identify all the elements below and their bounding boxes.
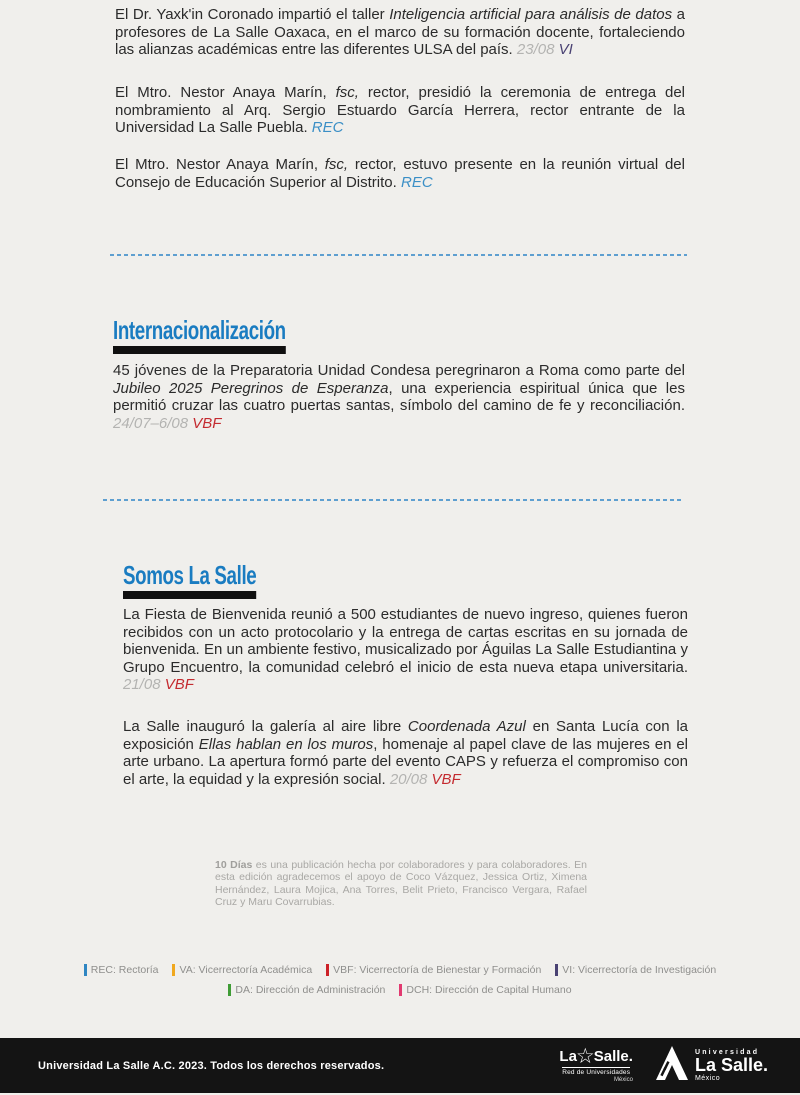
logo-text: La Salle. (694, 1055, 768, 1075)
logo-text: La (559, 1047, 577, 1065)
publication-credits (215, 859, 587, 909)
legend-item-da (228, 984, 385, 996)
legend-color-bar (84, 964, 87, 976)
news-text: La Salle inauguró la galería al aire libre (123, 718, 408, 735)
news-title-italic: fsc, (335, 84, 359, 101)
legend-color-bar (228, 984, 231, 996)
news-tag-rec: REC (311, 119, 344, 137)
section-divider (110, 254, 687, 256)
news-title-italic: Jubileo 2025 Peregrinos de Esperanza (113, 379, 389, 397)
news-text: El Mtro. Nestor Anaya Marín, (115, 84, 336, 101)
logo-text: México (694, 1075, 721, 1082)
news-item-fiesta-bienvenida (123, 606, 688, 694)
lasalle-monogram-icon (655, 1045, 689, 1086)
universidad-lasalle-wordmark (695, 1049, 768, 1082)
section-underline-bar (113, 346, 286, 354)
legend-item-vi (555, 964, 716, 976)
lasalle-network-wordmark (559, 1044, 633, 1068)
legend-label: VA: Vicerrectoría Académica (179, 964, 313, 976)
news-text: rector, presidió la ceremonia de entrega del nombramiento al Arq. Sergio Estuardo García Herrera, rector entrante de la Universidad La Salle Puebla. (115, 84, 685, 137)
news-item-nombramiento-puebla (115, 84, 685, 137)
section-divider (103, 499, 683, 501)
star-icon: ☆ (575, 1044, 595, 1068)
news-text: , una experiencia espiritual única que les permitió cruzar las cuatro puertas santas, símbolo del camino de fe y reconciliación. (113, 379, 685, 415)
legend-color-bar (172, 964, 175, 976)
news-tag-vbf: VBF (431, 770, 461, 788)
news-item-taller-ia (115, 6, 685, 59)
legend-color-bar (399, 984, 402, 996)
news-text: La Fiesta de Bienvenida reunió a 500 estudiantes de nuevo ingreso, quienes fueron recibidos con un acto protocolario y la entrega de cartas escritas en su jornada de bienvenida. En un ambiente festivo, musicalizado por Águilas La Salle Estudiantina y Grupo Encuentro, la comunidad celebró el inicio de esta nueva etapa universitaria. (123, 606, 688, 676)
news-item-consejo-distrito (115, 156, 685, 191)
logo-text: Salle. (593, 1047, 633, 1065)
legend-row (0, 964, 800, 976)
lasalle-network-logo (559, 1044, 633, 1083)
tag-legend (0, 964, 800, 1004)
legend-item-va (172, 964, 312, 976)
logo-subtext: México (613, 1076, 633, 1083)
legend-row (0, 984, 800, 996)
legend-item-rec (84, 964, 159, 976)
legend-item-dch (399, 984, 571, 996)
publication-name: 10 Días (215, 858, 253, 871)
news-date: 23/08 (516, 41, 555, 59)
legend-label: VBF: Vicerrectoría de Bienestar y Formación (333, 964, 542, 976)
news-tag-vbf: VBF (192, 414, 222, 432)
news-title-italic: Coordenada Azul (407, 718, 526, 735)
logo-subtext: Red de Universidades (562, 1068, 631, 1076)
section-heading-internacionalizacion (113, 317, 286, 354)
copyright-text: Universidad La Salle A.C. 2023. Todos los derechos reservados. (38, 1059, 385, 1072)
footer (0, 1038, 800, 1093)
news-title-italic: fsc, (324, 156, 349, 173)
news-text: El Dr. Yaxk'in Coronado impartió el taller (115, 6, 390, 23)
section-heading-somos-la-salle (123, 562, 256, 599)
news-tag-vi: VI (558, 41, 573, 59)
news-text: , homenaje al papel clave de las mujeres en el arte urbano. La apertura formó parte del evento CAPS y refuerza el compromiso con el arte, la equidad y la expresión social. (123, 735, 688, 788)
legend-label: REC: Rectoría (90, 964, 159, 976)
news-date: 24/07–6/08 (113, 414, 189, 432)
legend-color-bar (326, 964, 329, 976)
news-text: en Santa Lucía con la exposición (123, 718, 688, 753)
legend-item-vbf (326, 964, 541, 976)
section-title: Somos La Salle (123, 560, 257, 590)
news-title-italic: Inteligencia artificial para análisis de datos (389, 6, 673, 23)
news-tag-vbf: VBF (164, 676, 194, 694)
news-date: 20/08 (389, 770, 428, 788)
footer-logos (559, 1045, 768, 1086)
news-text: El Mtro. Nestor Anaya Marín, (115, 156, 325, 173)
news-title-italic: Ellas hablan en los muros (198, 735, 374, 753)
news-item-jubileo-roma (113, 362, 685, 432)
legend-label: DA: Dirección de Administración (235, 984, 386, 996)
logo-text: Universidad (694, 1049, 760, 1056)
news-text: 45 jóvenes de la Preparatoria Unidad Condesa peregrinaron a Roma como parte del (113, 362, 685, 379)
legend-label: DCH: Dirección de Capital Humano (406, 984, 572, 996)
legend-color-bar (555, 964, 558, 976)
section-title: Internacionalización (113, 315, 286, 345)
news-text: rector, estuvo presente en la reunión virtual del Consejo de Educación Superior al Distrito. (115, 156, 685, 191)
news-date: 21/08 (123, 676, 161, 694)
news-tag-rec: REC (401, 173, 433, 191)
credits-text: es una publicación hecha por colaboradores y para colaboradores. En esta edición agradecemos el apoyo de Coco Vázquez, Jessica Ortiz, Ximena Hernández, Laura Mojica, Ana Torres, Belit Prieto, Francisco Vergara, Rafael Cruz y Maru Covarrubias. (215, 858, 587, 908)
legend-label: VI: Vicerrectoría de Investigación (562, 964, 717, 976)
universidad-lasalle-logo (655, 1045, 768, 1086)
section-underline-bar (123, 591, 256, 599)
news-item-coordenada-azul (123, 718, 688, 788)
news-text: a profesores de La Salle Oaxaca, en el marco de su formación docente, fortaleciendo las alianzas académicas entre las diferentes ULSA del país. (115, 6, 685, 59)
